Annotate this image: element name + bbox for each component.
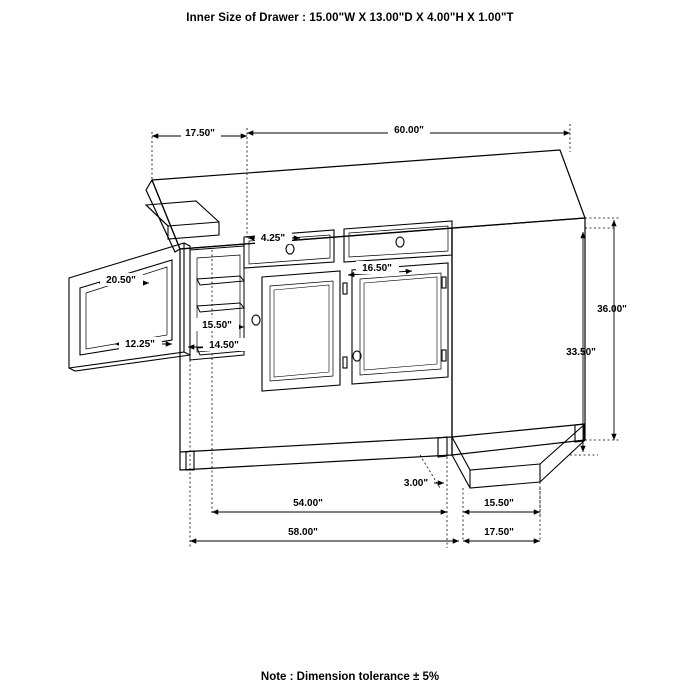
cabinet-top-left-nib: [146, 180, 180, 252]
open-left-door: [69, 243, 190, 371]
dim-label-overall-width: 58.00": [288, 527, 318, 538]
dim-label-overall-height: 36.00": [597, 304, 627, 315]
door-bottom-edge: [69, 355, 190, 371]
drawer-group: [244, 221, 452, 268]
dim-label-top-right-width: 60.00": [394, 125, 424, 136]
dim-label-leg-height: 3.00": [403, 478, 429, 489]
hinge-center-bottom: [343, 357, 347, 368]
dim-label-base-depth: 15.50": [484, 498, 514, 509]
door-center-inner2: [274, 285, 329, 377]
door-center-pull: [252, 315, 260, 325]
hinge-right-top: [442, 277, 446, 288]
leg-front-right: [438, 437, 447, 457]
cabinet-bottom-rail: [180, 424, 585, 452]
door-right-inner2: [364, 277, 437, 370]
dimension-tolerance-note: Note : Dimension tolerance ± 5%: [260, 671, 440, 683]
dim-label-top-left-width: 17.50": [185, 128, 215, 139]
door-edge-thickness: [184, 243, 190, 355]
door-right-inner: [360, 273, 441, 375]
dim-label-cabinet-height: 33.50": [566, 347, 596, 358]
shelf-upper: [197, 276, 244, 285]
hinge-right-bottom: [442, 350, 446, 361]
dim-label-side-depth: 17.50": [484, 527, 514, 538]
dimension-labels: [100, 123, 627, 538]
dim-label-door-inner-height: 20.50": [106, 275, 136, 286]
cabinet-base-legs: [180, 424, 585, 488]
dim-label-shelf-depth: 15.50": [202, 320, 232, 331]
open-small-drawer: [146, 201, 219, 239]
drawer-right-inner: [349, 226, 448, 257]
front-doors: [252, 263, 448, 391]
page-title: Inner Size of Drawer : 15.00"W X 13.00"D X 4.00"H X 1.00"T: [186, 12, 514, 24]
dimension-lines: [69, 124, 620, 548]
small-drawer-inner-edge: [168, 222, 219, 226]
small-drawer-left-edge: [146, 205, 168, 226]
dim-label-front-width: 54.00": [293, 498, 323, 509]
small-drawer-box: [146, 201, 219, 239]
dim-label-door-inner-width: 12.25": [125, 339, 155, 350]
dim-label-shelf-width: 14.50": [209, 340, 239, 351]
door-center-inner: [270, 281, 333, 381]
dim-label-small-drawer-height: 4.25": [260, 233, 286, 244]
dim-label-drawer-width: 16.50": [362, 263, 392, 274]
drawer-left-pull: [286, 244, 294, 254]
shelf-lower: [197, 303, 244, 312]
drawer-right-pull: [396, 237, 404, 247]
hinge-center-top: [343, 283, 347, 294]
cabinet-right-side: [452, 218, 585, 455]
base-apron: [180, 437, 452, 470]
door-right: [352, 263, 448, 384]
